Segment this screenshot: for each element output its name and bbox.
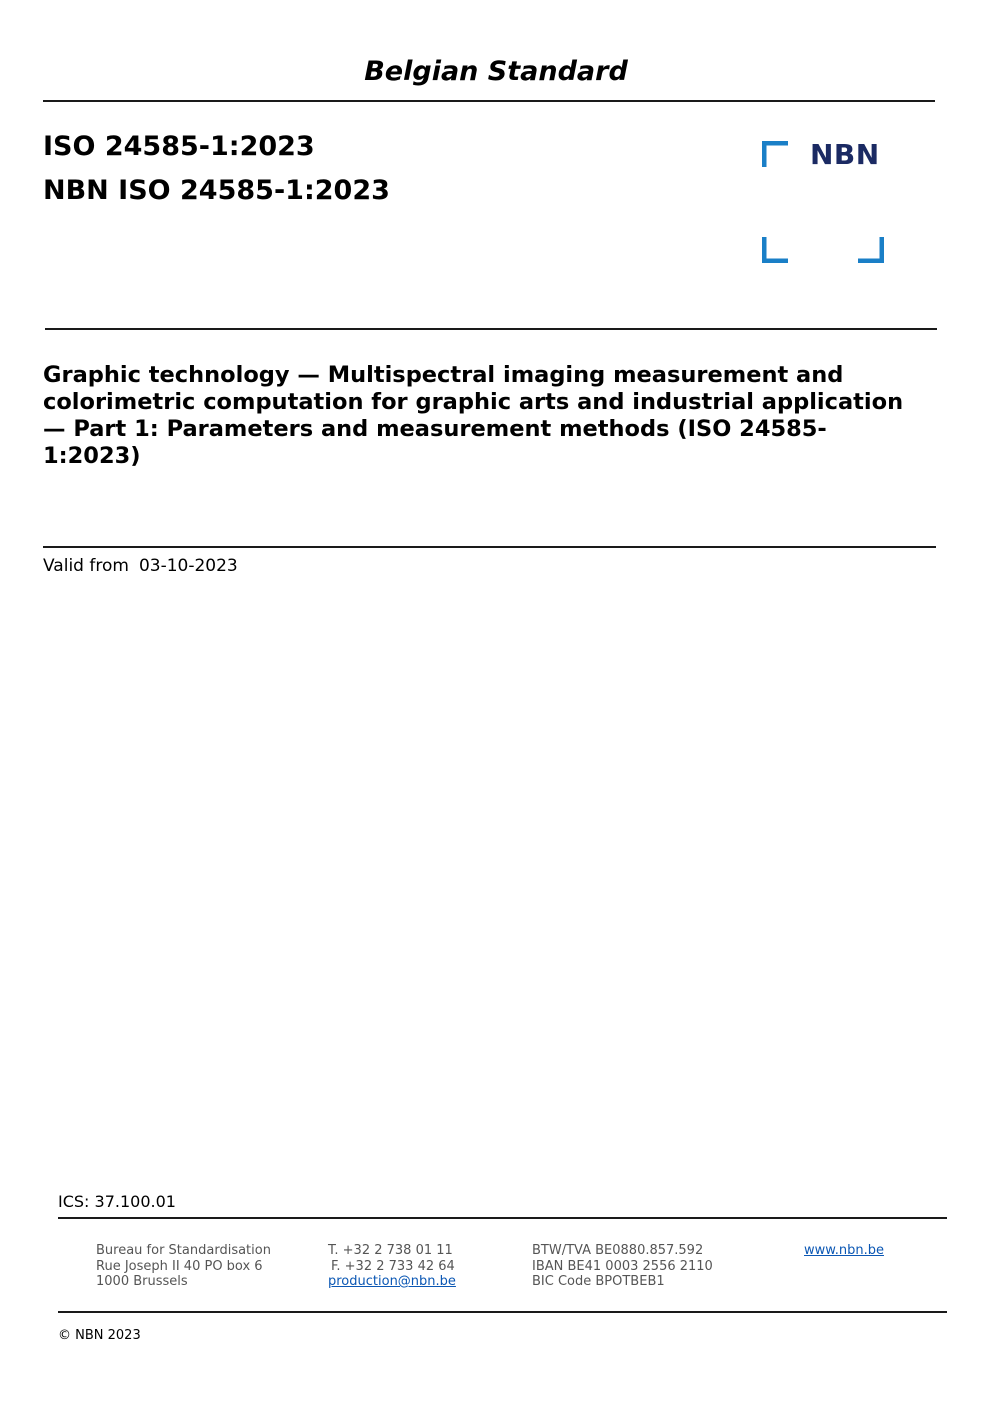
iso-reference: ISO 24585-1:2023	[43, 131, 315, 162]
divider	[43, 100, 935, 102]
header-title: Belgian Standard	[364, 56, 628, 87]
divider	[43, 546, 936, 548]
valid-label: Valid from	[43, 556, 129, 576]
vat-number: BTW/TVA BE0880.857.592	[532, 1243, 704, 1258]
fax: F. +32 2 733 42 64	[331, 1258, 455, 1274]
logo-text: NBN	[810, 138, 880, 171]
valid-date: 03-10-2023	[138, 556, 238, 576]
copyright: © NBN 2023	[58, 1328, 141, 1343]
ics-code: ICS: 37.100.01	[58, 1192, 176, 1211]
validity	[43, 556, 238, 576]
nbn-reference: NBN ISO 24585-1:2023	[43, 175, 390, 206]
footer-bank	[532, 1243, 713, 1290]
phone: T. +32 2 738 01 11	[328, 1243, 453, 1258]
document-title: Graphic technology — Multispectral imaging measurement and colorimetric computation for graphic arts and industrial application — Part 1: Parameters and measurement methods (ISO 24585-1:2023)	[43, 362, 904, 469]
footer-website	[804, 1243, 884, 1259]
address-line: Bureau for Standardisation	[96, 1243, 271, 1258]
divider	[45, 328, 937, 330]
email-link[interactable]: production@nbn.be	[328, 1274, 456, 1289]
nbn-logo	[762, 138, 884, 263]
website-link[interactable]: www.nbn.be	[804, 1243, 884, 1258]
address-line: Rue Joseph II 40 PO box 6	[96, 1258, 263, 1274]
address-line: 1000 Brussels	[96, 1274, 188, 1289]
divider	[58, 1217, 947, 1219]
iban: IBAN BE41 0003 2556 2110	[532, 1258, 713, 1274]
footer-contact	[328, 1243, 456, 1290]
divider	[58, 1311, 947, 1313]
bic-code: BIC Code BPOTBEB1	[532, 1274, 665, 1289]
footer-address	[96, 1243, 271, 1290]
